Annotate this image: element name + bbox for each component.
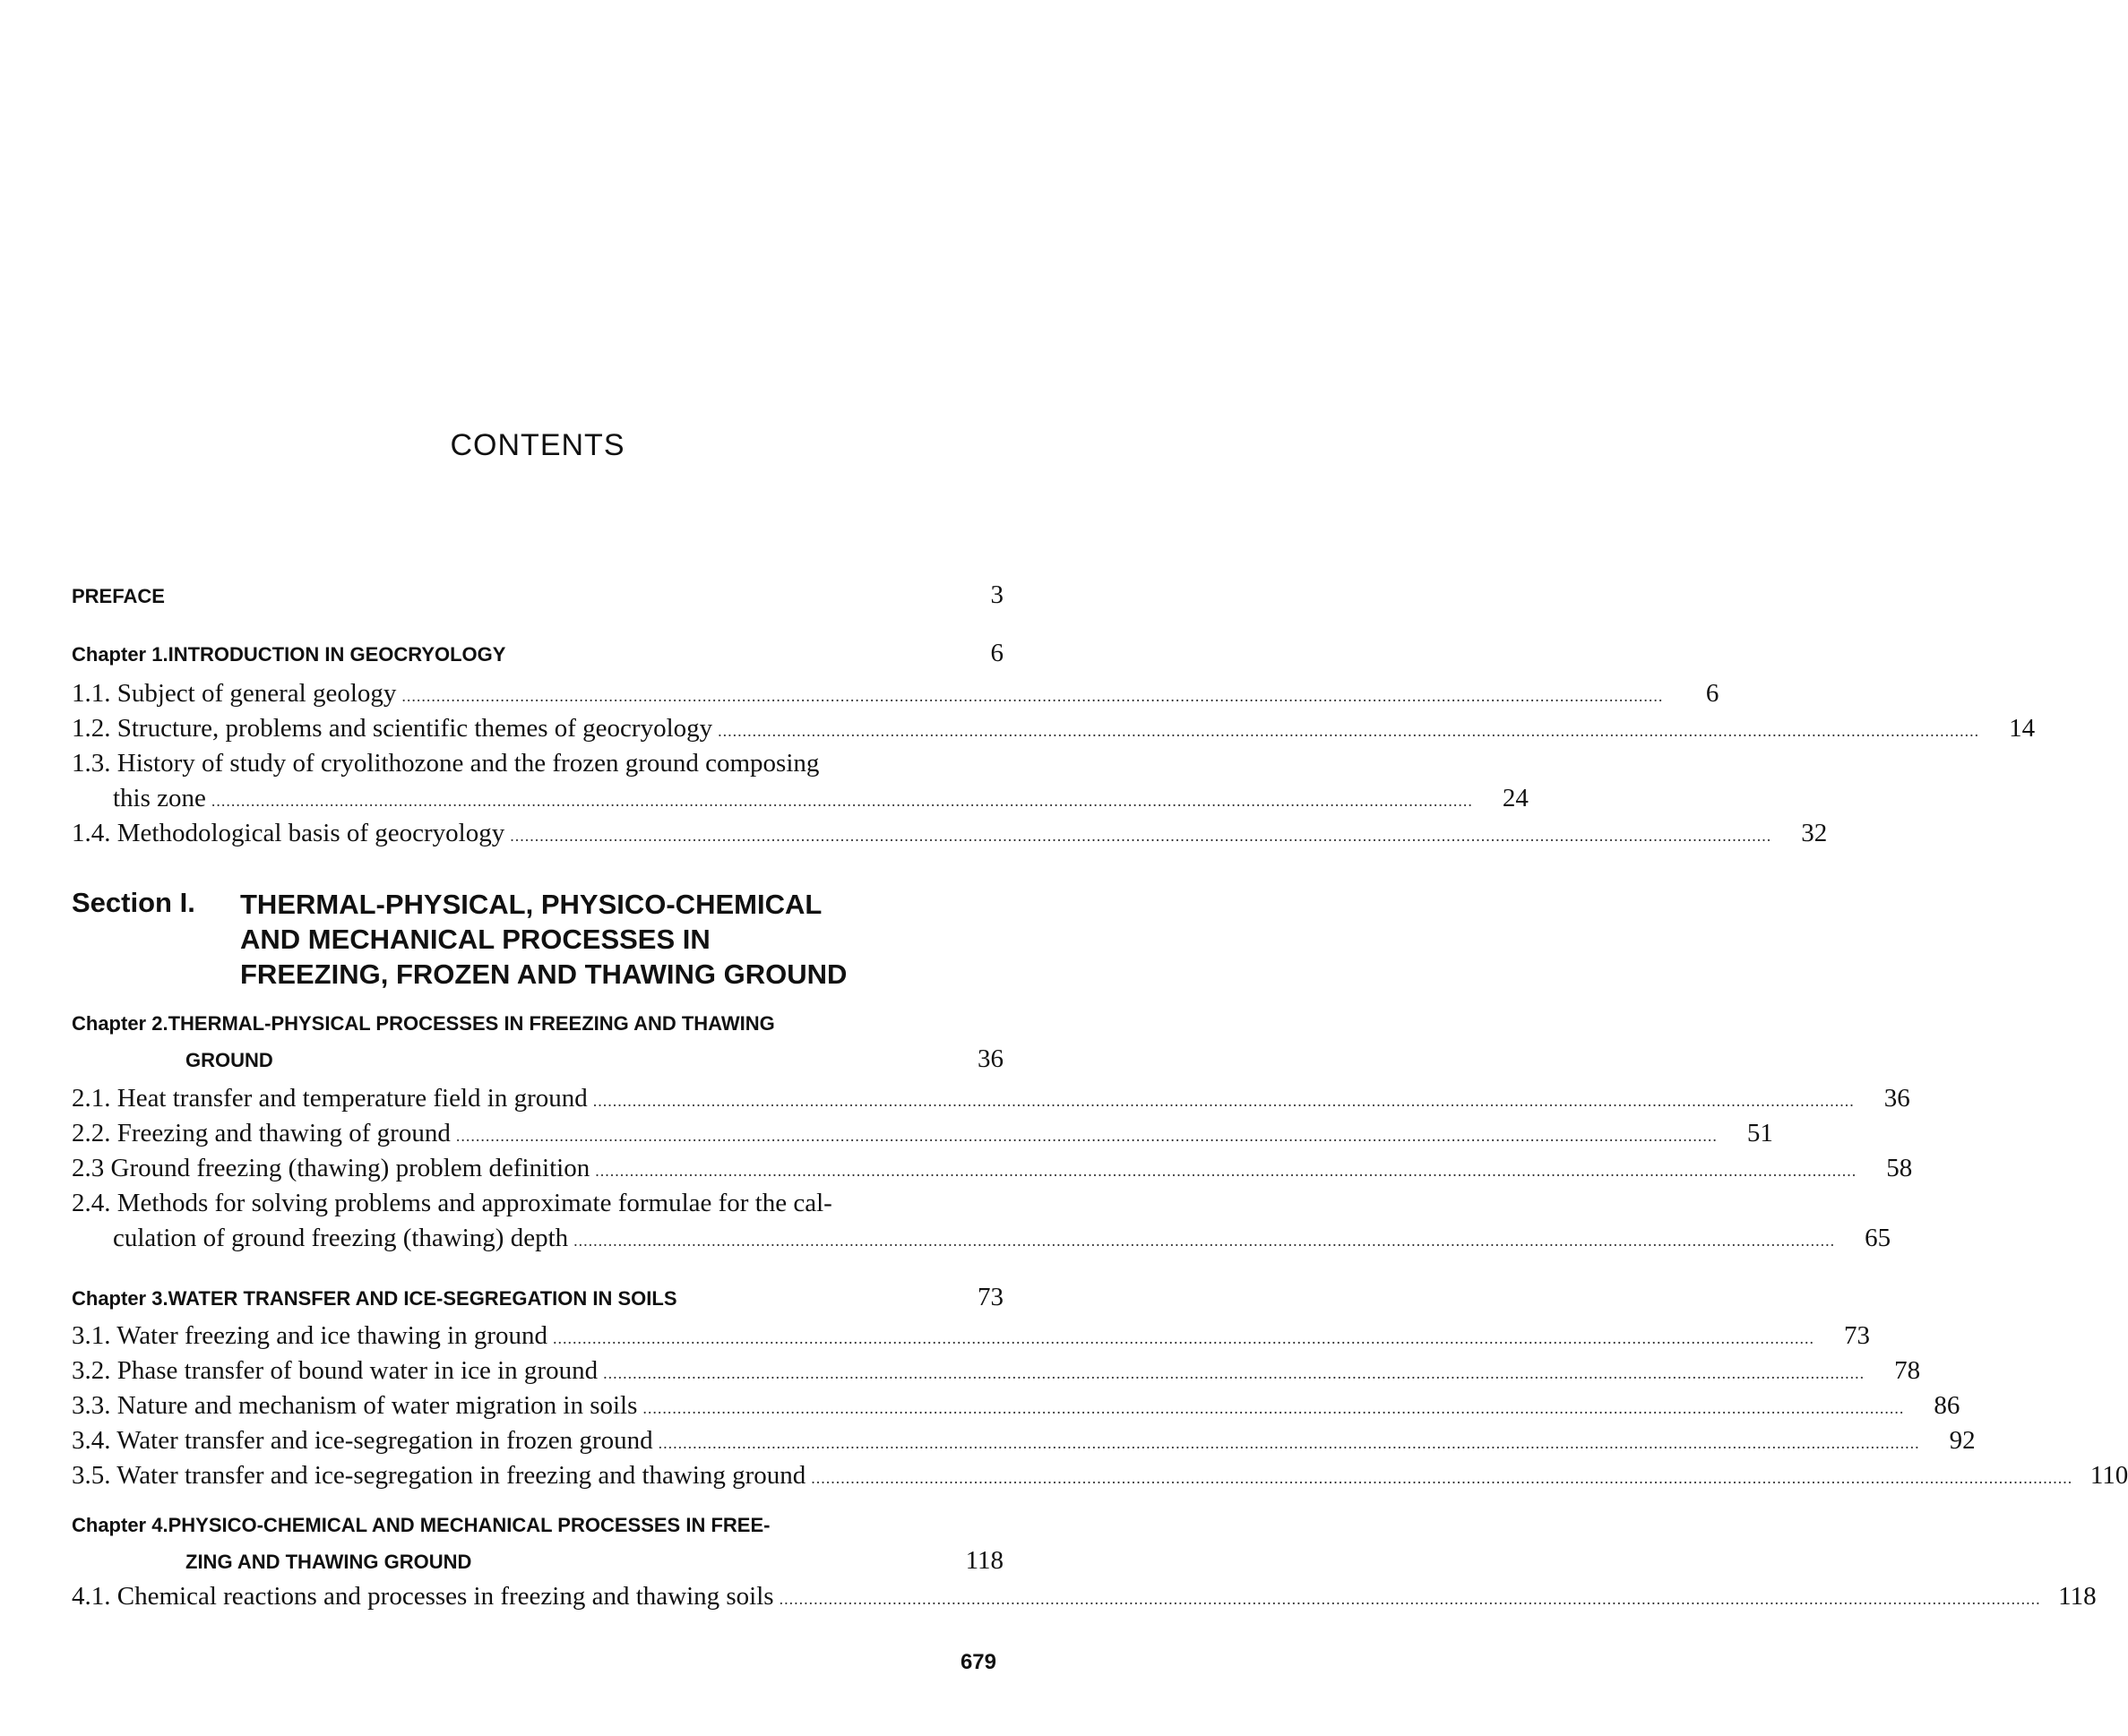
toc-entry-label: 1.1. Subject of general geology	[72, 679, 397, 708]
toc-page-number: 110	[2089, 1461, 2128, 1490]
dot-leader: ................................................................................................................................................................................................................................................................	[642, 1399, 1905, 1417]
dot-leader: ................................................................................................................................................................................................................................................................	[510, 827, 1772, 845]
dot-leader: ................................................................................................................................................................................................................................................................	[553, 1329, 1815, 1347]
toc-entry-label: 1.3. History of study of cryolithozone and the frozen ground composing	[72, 749, 820, 778]
toc-page-number: 86	[1934, 1391, 1960, 1420]
toc-chapter-label: Chapter 3.WATER TRANSFER AND ICE-SEGREGATION IN SOILS	[72, 1287, 677, 1310]
toc-item-2-2[interactable]	[72, 1119, 1773, 1148]
toc-page-number: 73	[1844, 1321, 1871, 1350]
toc-item-1-4[interactable]	[72, 819, 1828, 848]
dot-leader: ................................................................................................................................................................................................................................................................	[811, 1469, 2073, 1487]
toc-item-2-1[interactable]	[72, 1084, 1910, 1113]
toc-entry-label: PREFACE	[72, 585, 165, 607]
toc-entry-label: 1.4. Methodological basis of geocryology	[72, 819, 505, 847]
toc-chapter-4-continued[interactable]	[185, 1546, 1004, 1576]
toc-item-1-3-continued[interactable]	[113, 784, 1529, 813]
toc-page-number: 36	[978, 1044, 1004, 1073]
dot-leader: ................................................................................................................................................................................................................................................................	[718, 722, 1980, 740]
page-title: CONTENTS	[450, 428, 625, 462]
toc-entry-label: 2.2. Freezing and thawing of ground	[72, 1119, 451, 1147]
section-title-line: FREEZING, FROZEN AND THAWING GROUND	[240, 958, 848, 990]
toc-item-1-1[interactable]	[72, 679, 1719, 709]
dot-leader: ................................................................................................................................................................................................................................................................	[592, 1092, 1855, 1110]
dot-leader: ................................................................................................................................................................................................................................................................	[779, 1590, 2041, 1608]
dot-leader: ................................................................................................................................................................................................................................................................	[401, 687, 1664, 705]
toc-chapter-2-continued[interactable]	[185, 1044, 1004, 1074]
toc-page-number: 36	[1883, 1084, 1910, 1113]
toc-page-number: 32	[1801, 819, 1828, 847]
toc-page-number: 6	[990, 639, 1004, 667]
toc-chapter-label: Chapter 2.THERMAL-PHYSICAL PROCESSES IN FREEZING AND THAWING	[72, 1012, 775, 1035]
dot-leader: ................................................................................................................................................................................................................................................................	[658, 1434, 1920, 1452]
toc-entry-label: 3.3. Nature and mechanism of water migration in soils	[72, 1391, 638, 1420]
section-label: Section I.	[72, 887, 195, 918]
toc-item-3-3[interactable]	[72, 1391, 1960, 1421]
toc-chapter-label: ZING AND THAWING GROUND	[185, 1551, 472, 1573]
toc-page-number: 78	[1894, 1356, 1921, 1385]
dot-leader: ................................................................................................................................................................................................................................................................	[211, 792, 1473, 810]
toc-page-number: 65	[1865, 1224, 1891, 1252]
toc-chapter-label: Chapter 1.INTRODUCTION IN GEOCRYOLOGY	[72, 643, 506, 666]
toc-entry-label: 3.4. Water transfer and ice-segregation in frozen ground	[72, 1426, 653, 1455]
toc-entry-label: 3.5. Water transfer and ice-segregation in freezing and thawing ground	[72, 1461, 806, 1490]
toc-item-3-2[interactable]	[72, 1356, 1921, 1386]
toc-entry-label: 2.4. Methods for solving problems and approximate formulae for the cal-	[72, 1189, 832, 1217]
toc-chapter-4[interactable]	[72, 1514, 1004, 1537]
page-folio-number: 679	[960, 1650, 996, 1674]
toc-item-1-3[interactable]	[72, 749, 1004, 778]
toc-item-3-4[interactable]	[72, 1426, 1976, 1456]
toc-entry-label: 2.1. Heat transfer and temperature field in ground	[72, 1084, 588, 1113]
dot-leader: ................................................................................................................................................................................................................................................................	[455, 1127, 1718, 1145]
toc-item-3-5[interactable]	[72, 1461, 2128, 1491]
toc-page-number: 118	[2058, 1582, 2097, 1611]
toc-chapter-1[interactable]	[72, 639, 1004, 668]
toc-item-2-4-continued[interactable]	[113, 1224, 1891, 1253]
toc-page-number: 6	[1705, 679, 1719, 708]
toc-page-number: 51	[1746, 1119, 1773, 1147]
toc-page-number: 92	[1949, 1426, 1976, 1455]
toc-item-1-2[interactable]	[72, 714, 2036, 743]
section-title-line: THERMAL-PHYSICAL, PHYSICO-CHEMICAL	[240, 889, 823, 920]
toc-page-number: 14	[2009, 714, 2036, 743]
toc-chapter-label: GROUND	[185, 1049, 273, 1071]
toc-entry-label: this zone	[113, 784, 206, 812]
toc-entry-label: 4.1. Chemical reactions and processes in freezing and thawing soils	[72, 1582, 774, 1611]
toc-entry-label: 1.2. Structure, problems and scientific themes of geocryology	[72, 714, 713, 743]
toc-item-2-3[interactable]	[72, 1154, 1913, 1183]
dot-leader: ................................................................................................................................................................................................................................................................	[595, 1162, 1857, 1180]
toc-item-3-1[interactable]	[72, 1321, 1871, 1351]
toc-item-4-1[interactable]	[72, 1582, 2097, 1611]
toc-entry-label: 2.3 Ground freezing (thawing) problem definition	[72, 1154, 590, 1182]
toc-preface[interactable]	[72, 580, 1004, 610]
toc-page-number: 24	[1502, 784, 1529, 812]
dot-leader: ................................................................................................................................................................................................................................................................	[603, 1364, 1865, 1382]
toc-entry-label: 3.1. Water freezing and ice thawing in ground	[72, 1321, 548, 1350]
toc-entry-label: culation of ground freezing (thawing) depth	[113, 1224, 569, 1252]
toc-item-2-4[interactable]	[72, 1189, 1004, 1218]
toc-chapter-2[interactable]	[72, 1012, 1004, 1036]
toc-page-number: 118	[965, 1546, 1004, 1575]
toc-entry-label: 3.2. Phase transfer of bound water in ice in ground	[72, 1356, 599, 1385]
toc-page-number: 58	[1886, 1154, 1913, 1182]
toc-chapter-3[interactable]	[72, 1283, 1004, 1312]
dot-leader: ................................................................................................................................................................................................................................................................	[573, 1232, 1836, 1250]
toc-page-number: 3	[990, 580, 1004, 609]
toc-chapter-label: Chapter 4.PHYSICO-CHEMICAL AND MECHANICAL PROCESSES IN FREE-	[72, 1514, 771, 1536]
toc-page-number: 73	[978, 1283, 1004, 1311]
section-title-line: AND MECHANICAL PROCESSES IN	[240, 924, 711, 955]
section-title	[240, 887, 957, 992]
